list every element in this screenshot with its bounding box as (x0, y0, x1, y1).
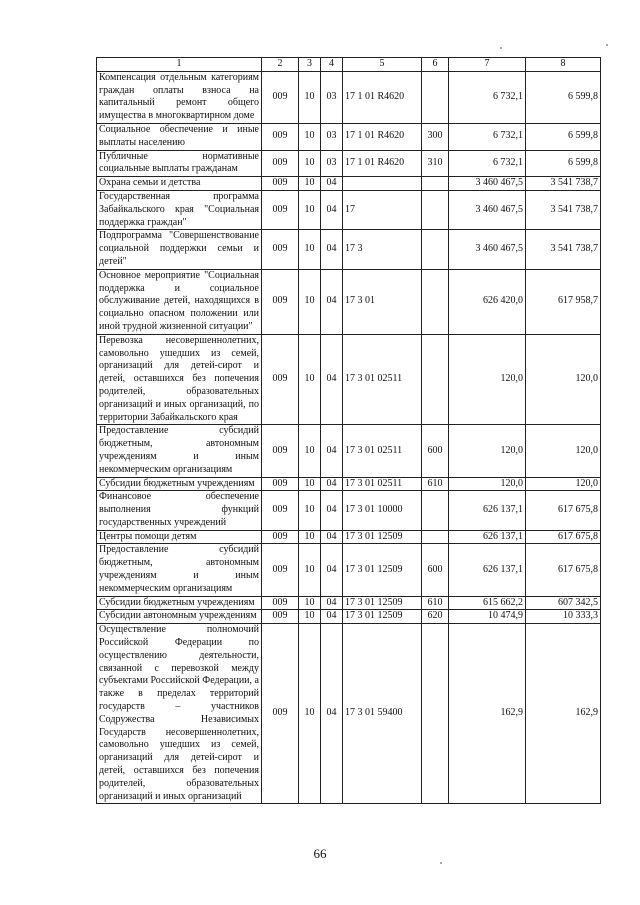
subsection-code: 04 (321, 425, 343, 477)
target-code: 17 3 01 02511 (343, 334, 422, 425)
section-code: 10 (299, 190, 321, 229)
sum-year1: 10 474,9 (449, 610, 526, 624)
table-row (97, 190, 601, 229)
column-header: 1 (97, 58, 262, 72)
target-code: 17 3 01 59400 (343, 624, 422, 804)
subsection-code: 04 (321, 544, 343, 596)
column-header: 7 (449, 58, 526, 72)
section-code: 10 (299, 425, 321, 477)
expense-type-code (422, 190, 449, 229)
row-name: Социальное обеспечение и иные выплаты населению (97, 123, 262, 150)
column-header: 3 (299, 58, 321, 72)
section-code: 10 (299, 123, 321, 150)
expense-type-code: 610 (422, 477, 449, 491)
sum-year1: 626 137,1 (449, 544, 526, 596)
sum-year2: 120,0 (526, 334, 601, 425)
table-row (97, 477, 601, 491)
scan-speck (606, 44, 608, 46)
admin-code: 009 (262, 269, 299, 334)
sum-year2: 120,0 (526, 477, 601, 491)
section-code: 10 (299, 230, 321, 269)
expense-type-code (422, 334, 449, 425)
section-code: 10 (299, 544, 321, 596)
admin-code: 009 (262, 150, 299, 177)
sum-year1: 120,0 (449, 425, 526, 477)
column-header: 4 (321, 58, 343, 72)
subsection-code: 04 (321, 177, 343, 191)
sum-year1: 3 460 467,5 (449, 190, 526, 229)
sum-year1: 626 420,0 (449, 269, 526, 334)
row-name: Субсидии бюджетным учреждениям (97, 596, 262, 610)
expense-type-code: 600 (422, 425, 449, 477)
sum-year1: 162,9 (449, 624, 526, 804)
subsection-code: 04 (321, 190, 343, 229)
sum-year2: 6 599,8 (526, 150, 601, 177)
admin-code: 009 (262, 624, 299, 804)
sum-year1: 120,0 (449, 334, 526, 425)
admin-code: 009 (262, 71, 299, 123)
sum-year2: 617 675,8 (526, 491, 601, 530)
row-name: Предоставление субсидий бюджетным, автономным учреждениям и иным некоммерческим организациям (97, 425, 262, 477)
target-code: 17 3 01 12509 (343, 610, 422, 624)
table-row (97, 491, 601, 530)
sum-year2: 3 541 738,7 (526, 230, 601, 269)
admin-code: 009 (262, 334, 299, 425)
table-row (97, 425, 601, 477)
table-header-row (97, 58, 601, 72)
row-name: Центры помощи детям (97, 530, 262, 544)
table-row (97, 177, 601, 191)
expense-type-code (422, 269, 449, 334)
admin-code: 009 (262, 610, 299, 624)
section-code: 10 (299, 491, 321, 530)
expense-type-code: 610 (422, 596, 449, 610)
section-code: 10 (299, 624, 321, 804)
admin-code: 009 (262, 230, 299, 269)
sum-year2: 617 675,8 (526, 544, 601, 596)
sum-year2: 617 675,8 (526, 530, 601, 544)
admin-code: 009 (262, 123, 299, 150)
table-row (97, 71, 601, 123)
column-header: 8 (526, 58, 601, 72)
target-code: 17 1 01 R4620 (343, 123, 422, 150)
subsection-code: 03 (321, 123, 343, 150)
page-number: 66 (313, 846, 327, 861)
subsection-code: 04 (321, 334, 343, 425)
expense-type-code (422, 230, 449, 269)
budget-table (96, 57, 601, 804)
expense-type-code: 620 (422, 610, 449, 624)
admin-code: 009 (262, 491, 299, 530)
expense-type-code (422, 624, 449, 804)
scan-speck (440, 862, 442, 864)
table-row (97, 610, 601, 624)
sum-year2: 3 541 738,7 (526, 177, 601, 191)
admin-code: 009 (262, 596, 299, 610)
sum-year2: 162,9 (526, 624, 601, 804)
subsection-code: 04 (321, 624, 343, 804)
row-name: Субсидии бюджетным учреждениям (97, 477, 262, 491)
admin-code: 009 (262, 190, 299, 229)
target-code: 17 3 (343, 230, 422, 269)
row-name: Публичные нормативные социальные выплаты гражданам (97, 150, 262, 177)
table-row (97, 269, 601, 334)
expense-type-code (422, 491, 449, 530)
target-code: 17 1 01 R4620 (343, 71, 422, 123)
section-code: 10 (299, 334, 321, 425)
row-name: Подпрограмма "Совершенствование социальной поддержки семьи и детей" (97, 230, 262, 269)
subsection-code: 04 (321, 230, 343, 269)
target-code: 17 (343, 190, 422, 229)
table-row (97, 596, 601, 610)
sum-year2: 607 342,5 (526, 596, 601, 610)
sum-year1: 626 137,1 (449, 530, 526, 544)
subsection-code: 04 (321, 477, 343, 491)
section-code: 10 (299, 610, 321, 624)
sum-year1: 6 732,1 (449, 71, 526, 123)
table-row (97, 334, 601, 425)
sum-year1: 6 732,1 (449, 150, 526, 177)
admin-code: 009 (262, 477, 299, 491)
admin-code: 009 (262, 530, 299, 544)
section-code: 10 (299, 71, 321, 123)
row-name: Охрана семьи и детства (97, 177, 262, 191)
subsection-code: 03 (321, 150, 343, 177)
expense-type-code (422, 530, 449, 544)
subsection-code: 03 (321, 71, 343, 123)
table-row (97, 123, 601, 150)
table-row (97, 530, 601, 544)
row-name: Финансовое обеспечение выполнения функций государственных учреждений (97, 491, 262, 530)
target-code: 17 3 01 12509 (343, 544, 422, 596)
target-code: 17 3 01 02511 (343, 477, 422, 491)
column-header: 5 (343, 58, 422, 72)
sum-year1: 3 460 467,5 (449, 177, 526, 191)
row-name: Осуществление полномочий Российской Федерации по осуществлению деятельности, связанной с перевозкой между субъектами Российской Федерации, а также в пределах территорий государств – участников Содружества Независимых Государств несовершеннолетних, самовольно ушедших из семей, организаций для детей-сирот и детей, оставшихся без попечения родителей, образовательных организаций и иных организаций (97, 624, 262, 804)
sum-year1: 120,0 (449, 477, 526, 491)
table-row (97, 624, 601, 804)
target-code: 17 3 01 12509 (343, 530, 422, 544)
target-code: 17 3 01 02511 (343, 425, 422, 477)
sum-year2: 3 541 738,7 (526, 190, 601, 229)
subsection-code: 04 (321, 596, 343, 610)
target-code: 17 3 01 10000 (343, 491, 422, 530)
section-code: 10 (299, 177, 321, 191)
subsection-code: 04 (321, 491, 343, 530)
sum-year2: 6 599,8 (526, 71, 601, 123)
column-header: 2 (262, 58, 299, 72)
expense-type-code (422, 71, 449, 123)
row-name: Компенсация отдельным категориям граждан оплаты взноса на капитальный ремонт общего имущества в многоквартирном доме (97, 71, 262, 123)
target-code: 17 1 01 R4620 (343, 150, 422, 177)
section-code: 10 (299, 530, 321, 544)
admin-code: 009 (262, 425, 299, 477)
subsection-code: 04 (321, 530, 343, 544)
expense-type-code: 600 (422, 544, 449, 596)
sum-year1: 626 137,1 (449, 491, 526, 530)
sum-year2: 10 333,3 (526, 610, 601, 624)
sum-year2: 6 599,8 (526, 123, 601, 150)
row-name: Перевозка несовершеннолетних, самовольно ушедших из семей, организаций для детей-сирот и детей, оставшихся без попечения родителей, образовательных организаций и иных организаций, по территории Забайкальского края (97, 334, 262, 425)
table-row (97, 544, 601, 596)
row-name: Субсидии автономным учреждениям (97, 610, 262, 624)
section-code: 10 (299, 150, 321, 177)
scan-speck (500, 47, 502, 49)
target-code: 17 3 01 12509 (343, 596, 422, 610)
table-row (97, 150, 601, 177)
sum-year2: 120,0 (526, 425, 601, 477)
sum-year1: 615 662,2 (449, 596, 526, 610)
admin-code: 009 (262, 544, 299, 596)
target-code (343, 177, 422, 191)
expense-type-code: 310 (422, 150, 449, 177)
sum-year1: 3 460 467,5 (449, 230, 526, 269)
row-name: Предоставление субсидий бюджетным, автономным учреждениям и иным некоммерческим организациям (97, 544, 262, 596)
admin-code: 009 (262, 177, 299, 191)
expense-type-code (422, 177, 449, 191)
section-code: 10 (299, 269, 321, 334)
sum-year1: 6 732,1 (449, 123, 526, 150)
target-code: 17 3 01 (343, 269, 422, 334)
section-code: 10 (299, 477, 321, 491)
row-name: Государственная программа Забайкальского края "Социальная поддержка граждан" (97, 190, 262, 229)
row-name: Основное мероприятие "Социальная поддержка и социальное обслуживание детей, находящихся в социально опасном положении или иной трудной жизненной ситуации" (97, 269, 262, 334)
expense-type-code: 300 (422, 123, 449, 150)
sum-year2: 617 958,7 (526, 269, 601, 334)
column-header: 6 (422, 58, 449, 72)
subsection-code: 04 (321, 269, 343, 334)
section-code: 10 (299, 596, 321, 610)
table-row (97, 230, 601, 269)
subsection-code: 04 (321, 610, 343, 624)
